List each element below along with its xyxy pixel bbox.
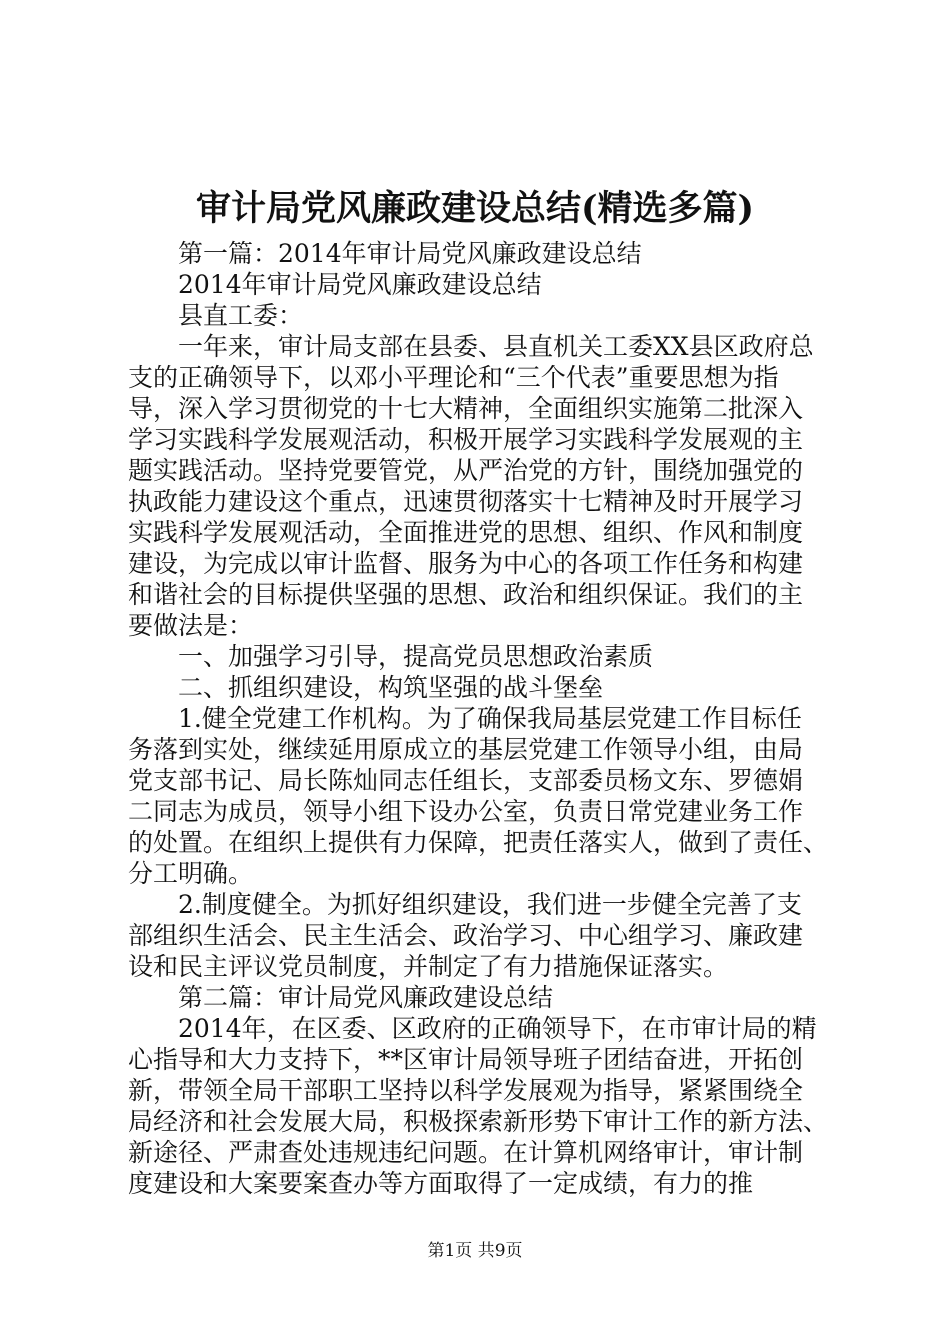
text-line: 分工明确。 (128, 859, 254, 888)
text-line: 县直工委： (178, 301, 304, 330)
text-line: 党支部书记、局长陈灿同志任组长，支部委员杨文东、罗德娟 (128, 766, 804, 795)
text-line: 设和民主评议党员制度，并制定了有力措施保证落实。 (128, 952, 729, 981)
text-line: 执政能力建设这个重点，迅速贯彻落实十七精神及时开展学习 (128, 487, 804, 516)
text-line: 2.制度健全。为抓好组织建设，我们进一步健全完善了支 (178, 890, 802, 919)
text-line: 局经济和社会发展大局，积极探索新形势下审计工作的新方法、 (128, 1107, 829, 1136)
text-line: 的处置。在组织上提供有力保障，把责任落实人，做到了责任、 (128, 828, 829, 857)
text-line: 要做法是： (128, 611, 254, 640)
text-line: 一、加强学习引导，提高党员思想政治素质 (178, 642, 654, 671)
text-line: 部组织生活会、民主生活会、政治学习、中心组学习、廉政建 (128, 921, 804, 950)
text-line: 心指导和大力支持下，**区审计局领导班子团结奋进，开拓创 (128, 1045, 804, 1074)
text-line: 度建设和大案要案查办等方面取得了一定成绩，有力的推 (128, 1169, 754, 1198)
text-line: 第一篇：2014年审计局党风廉政建设总结 (178, 239, 642, 268)
text-line: 实践科学发展观活动，全面推进党的思想、组织、作风和制度 (128, 518, 804, 547)
document-title: 审计局党风廉政建设总结(精选多篇) (195, 188, 755, 229)
text-line: 学习实践科学发展观活动，积极开展学习实践科学发展观的主 (128, 425, 804, 454)
text-line: 2014年审计局党风廉政建设总结 (178, 270, 542, 299)
text-line: 题实践活动。坚持党要管党，从严治党的方针，围绕加强党的 (128, 456, 804, 485)
text-line: 新，带领全局干部职工坚持以科学发展观为指导，紧紧围绕全 (128, 1076, 804, 1105)
text-line: 建设，为完成以审计监督、服务为中心的各项工作任务和构建 (128, 549, 804, 578)
document-body (128, 238, 848, 1199)
text-line: 二、抓组织建设，构筑坚强的战斗堡垒 (178, 673, 604, 702)
text-line: 导，深入学习贯彻党的十七大精神，全面组织实施第二批深入 (128, 394, 804, 423)
text-line: 二同志为成员，领导小组下设办公室，负责日常党建业务工作 (128, 797, 804, 826)
text-line: 一年来，审计局支部在县委、县直机关工委XX县区政府总 (178, 332, 814, 361)
page-footer: 第1页 共9页 (427, 1241, 523, 1261)
text-line: 支的正确领导下，以邓小平理论和“三个代表”重要思想为指 (128, 363, 779, 392)
text-line: 第二篇：审计局党风廉政建设总结 (178, 983, 554, 1012)
text-line: 和谐社会的目标提供坚强的思想、政治和组织保证。我们的主 (128, 580, 804, 609)
text-line: 2014年，在区委、区政府的正确领导下，在市审计局的精 (178, 1014, 817, 1043)
text-line: 1.健全党建工作机构。为了确保我局基层党建工作目标任 (178, 704, 802, 733)
text-line: 新途径、严肃查处违规违纪问题。在计算机网络审计，审计制 (128, 1138, 804, 1167)
text-line: 务落到实处，继续延用原成立的基层党建工作领导小组，由局 (128, 735, 804, 764)
